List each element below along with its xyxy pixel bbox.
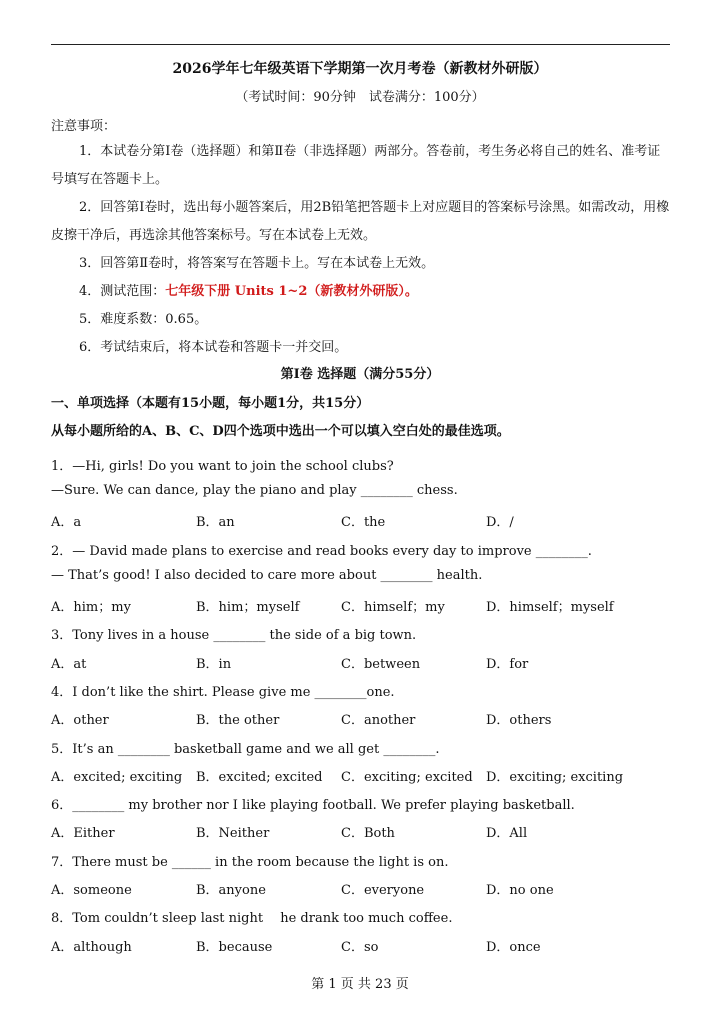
option-a: A．Either	[51, 826, 115, 841]
question-7-options	[51, 879, 671, 899]
option-c: C．Both	[341, 826, 395, 841]
option-a: A．him；my	[51, 600, 131, 615]
question-3-line-1: 3．Tony lives in a house ________ the side of a big town.	[51, 628, 417, 643]
question-8-line-1: 8．Tom couldn’t sleep last night he drank too much coffee.	[51, 911, 453, 926]
option-d: D．himself；myself	[486, 600, 614, 615]
exam-title: 2026学年七年级英语下学期第一次月考卷（新教材外研版）	[172, 61, 548, 77]
notice-item-6: 6．考试结束后，将本试卷和答题卡一并交回。	[79, 340, 348, 355]
part-instruction: 从每小题所给的A、B、C、D四个选项中选出一个可以填入空白处的最佳选项。	[51, 424, 510, 439]
notice-item-5: 5．难度系数：0.65。	[79, 312, 208, 327]
question-2-line-2: — That’s good! I also decided to care more about ________ health.	[51, 568, 483, 583]
option-d: D．for	[486, 657, 529, 672]
option-d: D．no one	[486, 883, 554, 898]
option-b: B．anyone	[196, 883, 266, 898]
part-title: 一、单项选择（本题有15小题，每小题1分，共15分）	[51, 396, 370, 411]
option-a: A．someone	[51, 883, 132, 898]
question-3-options	[51, 653, 671, 673]
page-footer: 第 1 页 共 23 页	[311, 977, 409, 992]
option-d: D．exciting; exciting	[486, 770, 624, 785]
notice-item-1: 1．本试卷分第Ⅰ卷（选择题）和第Ⅱ卷（非选择题）两部分。答卷前，考生务必将自己的姓名、准考证号填写在答题卡上。	[51, 144, 661, 187]
test-scope-highlight: 七年级下册 Units 1~2（新教材外研版）。	[165, 284, 418, 299]
option-b: B．Neither	[196, 826, 270, 841]
question-1-line-1: 1．—Hi, girls! Do you want to join the school clubs?	[51, 459, 394, 474]
question-6-line-1: 6．________ my brother nor I like playing football. We prefer playing basketball.	[51, 798, 575, 813]
option-b: B．the other	[196, 713, 280, 728]
option-b: B．excited; excited	[196, 770, 323, 785]
option-d: D．/	[486, 515, 514, 530]
option-d: D．others	[486, 713, 552, 728]
option-d: D．once	[486, 940, 541, 955]
question-2-line-1: 2．— David made plans to exercise and read books every day to improve ________.	[51, 544, 592, 559]
option-b: B．in	[196, 657, 232, 672]
notice-item-3: 3．回答第Ⅱ卷时，将答案写在答题卡上。写在本试卷上无效。	[79, 256, 435, 271]
option-a: A．a	[51, 515, 82, 530]
question-1-options	[51, 511, 671, 531]
option-a: A．excited; exciting	[51, 770, 183, 785]
option-b: B．an	[196, 515, 235, 530]
header-rule	[51, 44, 670, 45]
notice-item-4	[51, 278, 671, 306]
question-5-line-1: 5．It’s an ________ basketball game and we all get ________.	[51, 742, 440, 757]
question-4-options	[51, 709, 671, 729]
option-a: A．other	[51, 713, 109, 728]
question-5-options	[51, 766, 671, 786]
option-c: C．so	[341, 940, 379, 955]
option-c: C．exciting; excited	[341, 770, 473, 785]
section-title: 第Ⅰ卷 选择题（满分55分）	[280, 367, 440, 382]
notice-item-4-prefix: 4．测试范围：	[79, 284, 166, 299]
question-2-options	[51, 596, 671, 616]
option-a: A．although	[51, 940, 132, 955]
question-8-options	[51, 936, 671, 956]
option-c: C．another	[341, 713, 416, 728]
exam-subtitle: （考试时间：90分钟 试卷满分：100分）	[235, 90, 485, 105]
option-c: C．himself；my	[341, 600, 445, 615]
option-c: C．between	[341, 657, 421, 672]
option-c: C．the	[341, 515, 386, 530]
option-c: C．everyone	[341, 883, 425, 898]
option-a: A．at	[51, 657, 87, 672]
question-7-line-1: 7．There must be ______ in the room because the light is on.	[51, 855, 449, 870]
option-b: B．because	[196, 940, 273, 955]
notice-heading: 注意事项：	[51, 119, 117, 134]
question-4-line-1: 4．I don’t like the shirt. Please give me ________one.	[51, 685, 395, 700]
question-6-options	[51, 822, 671, 842]
option-b: B．him；myself	[196, 600, 300, 615]
notice-item-2: 2．回答第Ⅰ卷时，选出每小题答案后，用2B铅笔把答题卡上对应题目的答案标号涂黑。如需改动，用橡皮擦干净后，再选涂其他答案标号。写在本试卷上无效。	[51, 200, 670, 243]
question-1-line-2: —Sure. We can dance, play the piano and play ________ chess.	[51, 483, 458, 498]
option-d: D．All	[486, 826, 528, 841]
